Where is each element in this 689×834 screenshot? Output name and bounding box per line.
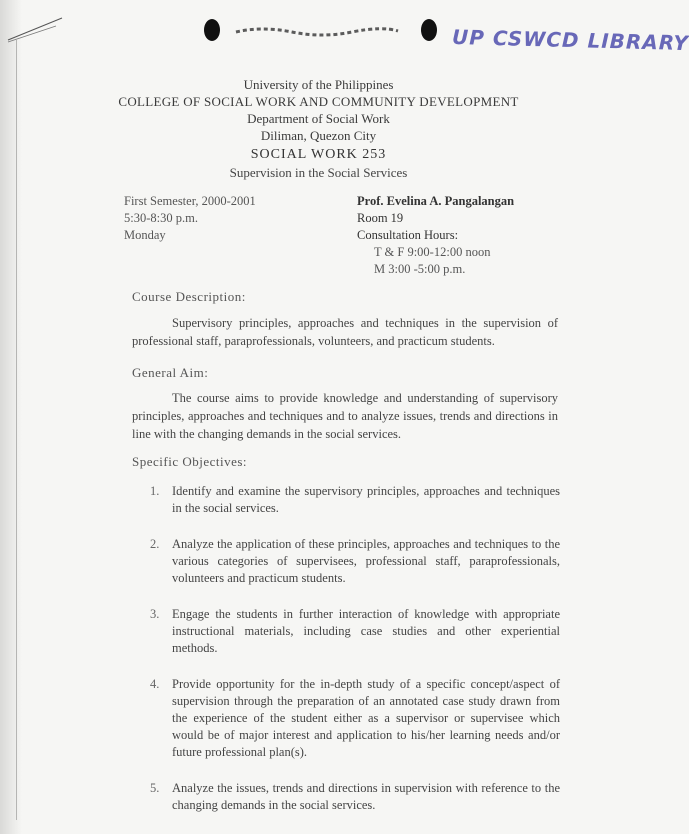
consultation-hours-1: T & F 9:00-12:00 noon xyxy=(374,245,491,259)
item-number: 5. xyxy=(150,781,160,795)
list-item xyxy=(150,676,560,761)
list-item xyxy=(150,483,560,517)
schedule-block xyxy=(124,193,256,244)
item-number: 4. xyxy=(150,677,160,691)
item-text: Provide opportunity for the in-depth study of a specific concept/aspect of supervision through the preparation of an annotated case study drawn from the experience of the student either as a supervisor or supervisee which would be of major interest and application to his/her learning needs and/or future professional plan(s). xyxy=(172,677,560,759)
list-item xyxy=(150,536,560,587)
department-name: Department of Social Work xyxy=(247,111,390,126)
item-number: 1. xyxy=(150,484,160,498)
course-description-text: Supervisory principles, approaches and techniques in the supervision of professional staff, paraprofessionals, volunteers, and practicum students. xyxy=(132,316,558,348)
course-heading xyxy=(0,146,637,181)
class-day: Monday xyxy=(124,228,166,242)
item-number: 2. xyxy=(150,537,160,551)
institution-header xyxy=(0,76,637,144)
scan-smudge xyxy=(232,26,402,38)
class-time: 5:30-8:30 p.m. xyxy=(124,211,198,225)
course-title: Supervision in the Social Services xyxy=(229,165,408,180)
library-stamp: UP CSWCD LIBRARY xyxy=(451,24,689,56)
consultation-label: Consultation Hours: xyxy=(357,228,459,242)
punch-hole-left xyxy=(204,19,220,41)
course-description-heading: Course Description: xyxy=(132,289,246,304)
item-number: 3. xyxy=(150,607,160,621)
item-text: Identify and examine the supervisory principles, approaches and techniques in the social services. xyxy=(172,484,560,515)
item-text: Engage the students in further interaction of knowledge with appropriate instructional materials, including case studies and other experiential methods. xyxy=(172,607,560,655)
punch-hole-right xyxy=(421,19,437,41)
specific-objectives-heading: Specific Objectives: xyxy=(132,454,248,469)
list-item xyxy=(150,606,560,657)
semester: First Semester, 2000-2001 xyxy=(124,194,256,208)
general-aim-heading: General Aim: xyxy=(132,365,209,380)
instructor-name: Prof. Evelina A. Pangalangan xyxy=(357,194,515,208)
item-text: Analyze the issues, trends and directions in supervision with reference to the changing demands in the social services. xyxy=(172,781,560,812)
item-text: Analyze the application of these principles, approaches and techniques to the various categories of supervisees, professional staff, paraprofessionals, volunteers and practicum students. xyxy=(172,537,560,585)
location: Diliman, Quezon City xyxy=(260,128,377,143)
consultation-hours-2: M 3:00 -5:00 p.m. xyxy=(374,262,466,276)
list-item xyxy=(150,780,560,814)
pen-mark xyxy=(6,14,66,44)
instructor-block xyxy=(357,193,514,278)
college-name: COLLEGE OF SOCIAL WORK AND COMMUNITY DEVELOPMENT xyxy=(118,94,519,109)
general-aim-text: The course aims to provide knowledge and understanding of supervisory principles, approaches and techniques and to analyze issues, trends and directions in line with the changing demands in the social services. xyxy=(132,391,558,441)
objectives-list xyxy=(150,483,560,814)
university-name: University of the Philippines xyxy=(243,77,394,92)
course-code: SOCIAL WORK 253 xyxy=(250,147,387,162)
room: Room 19 xyxy=(357,211,404,225)
